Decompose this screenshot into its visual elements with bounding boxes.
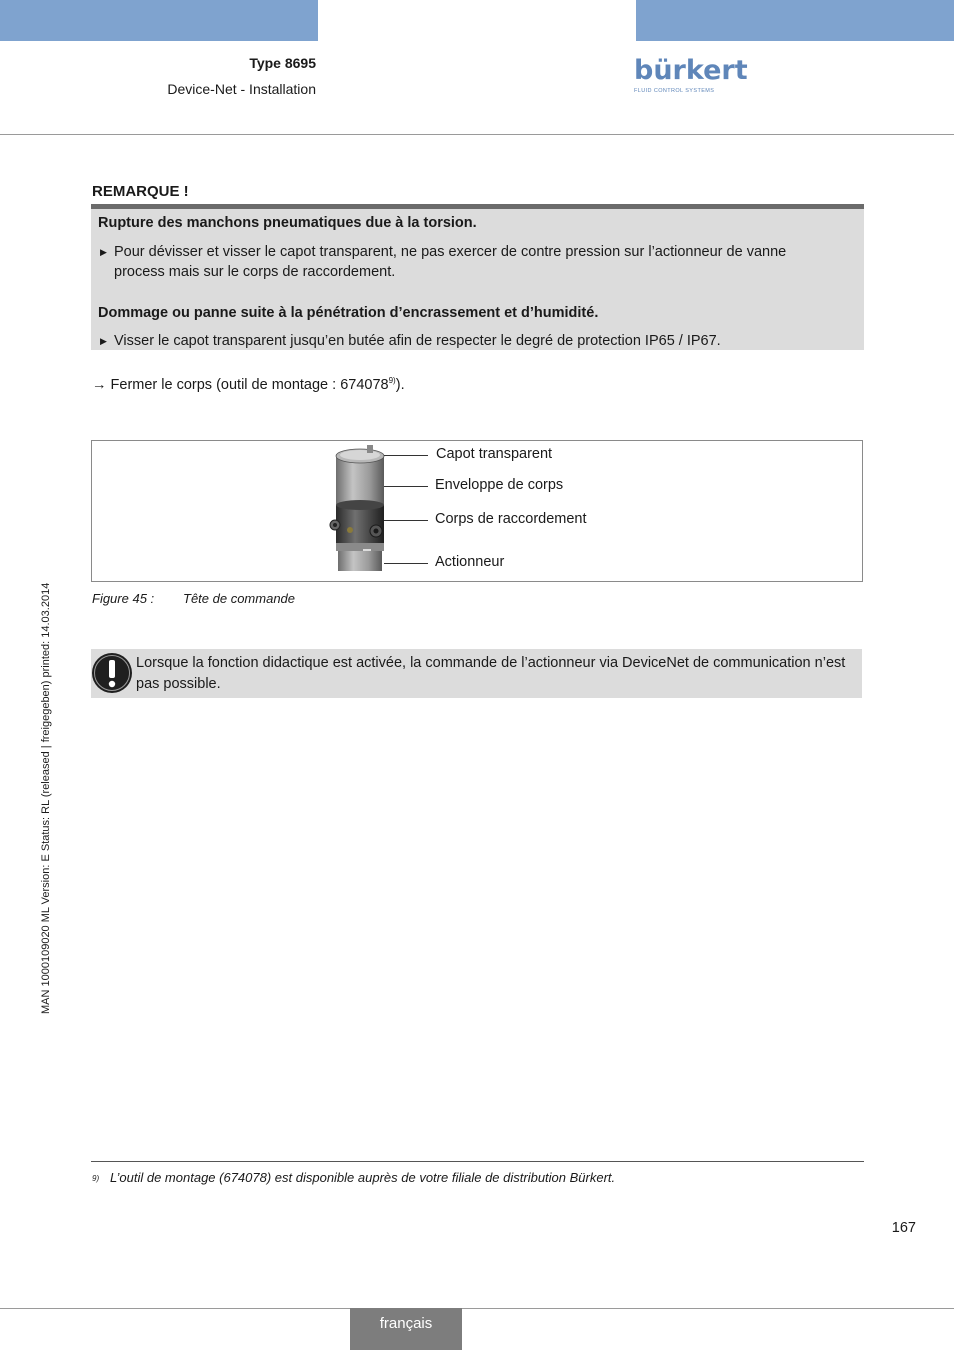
figure-label-enveloppe: Enveloppe de corps (435, 477, 564, 493)
remarque-heading-2: Dommage ou panne suite à la pénétration d’encrassement et d’humidité. (98, 305, 599, 321)
remarque-heading-1: Rupture des manchons pneumatiques due à la torsion. (98, 215, 477, 231)
remarque-bullet-1 (98, 242, 838, 282)
document-type: Type 8695 (249, 55, 316, 71)
footnote-mark: 9) (92, 1174, 100, 1183)
leader-line-3 (384, 520, 428, 521)
remarque-title: REMARQUE ! (92, 183, 189, 200)
figure-caption-text: Tête de commande (183, 591, 296, 606)
action-step (92, 376, 405, 393)
page-number: 167 (891, 1220, 916, 1236)
remarque-bullet-2-text: Visser le capot transparent jusqu’en butée afin de respecter le degré de protection IP65 / IP67. (114, 333, 721, 349)
info-text: Lorsque la fonction didactique est activée, la commande de l’actionneur via DeviceNet de communication n’est pas possible. (136, 655, 846, 692)
footnote-divider (91, 1161, 864, 1162)
language-tab: français (350, 1308, 462, 1350)
document-side-info: MAN 1000109020 ML Version: E Status: RL (released | freigegeben) printed: 14.03.2014 (40, 582, 52, 1014)
bullet-triangle-icon: ▶ (100, 247, 107, 257)
bullet-triangle-icon: ▶ (100, 336, 107, 346)
step-arrow-icon: → (92, 376, 107, 393)
logo-wordmark: bürkert (634, 55, 748, 86)
figure-caption-number: Figure 45 : (92, 591, 155, 606)
header-bar-right (636, 0, 954, 41)
remarque-box (91, 204, 864, 350)
leader-line-1 (384, 455, 428, 456)
leader-line-2 (384, 486, 428, 487)
leader-line-4 (384, 563, 428, 564)
figure-label-capot: Capot transparent (436, 446, 553, 462)
remarque-bullet-2 (98, 331, 838, 351)
device-illustration (326, 443, 392, 571)
step-footnote-ref: 9) (388, 376, 396, 385)
figure-label-corps: Corps de raccordement (435, 511, 587, 527)
step-suffix: ). (395, 376, 405, 393)
header-bar-left (0, 0, 318, 41)
exclamation-icon (91, 652, 133, 694)
logo-tagline: FLUID CONTROL SYSTEMS (634, 88, 715, 94)
step-text: Fermer le corps (outil de montage : 674078 (110, 376, 389, 393)
document-subtitle: Device-Net - Installation (167, 81, 316, 97)
header-divider (0, 134, 954, 135)
footer-divider (0, 1308, 954, 1309)
burkert-logo (634, 55, 748, 98)
remarque-bullet-1-text: Pour dévisser et visser le capot transparent, ne pas exercer de contre pression sur l’actionneur de vanne process mais sur le corps de raccordement. (114, 244, 787, 280)
footnote-text: L’outil de montage (674078) est disponible auprès de votre filiale de distribution Bürkert. (110, 1170, 616, 1185)
figure-label-actionneur: Actionneur (435, 554, 505, 570)
